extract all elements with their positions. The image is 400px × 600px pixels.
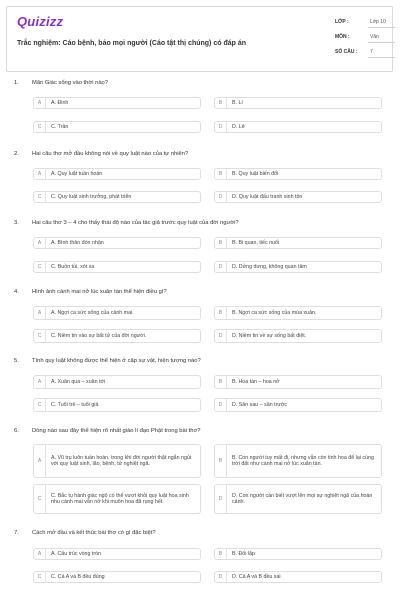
question-7 xyxy=(14,530,390,542)
question-text: Hai câu thơ mở đầu không nói về quy luật nào của tự nhiên? xyxy=(32,151,189,157)
question-header xyxy=(14,80,390,92)
question-header xyxy=(14,220,390,232)
option-text: C. Quy luật sinh trưởng, phát triển xyxy=(51,193,132,200)
option-letter: A xyxy=(34,238,46,248)
quizizz-logo[interactable]: Quizizz xyxy=(17,14,64,29)
option-b[interactable] xyxy=(214,97,382,109)
question-6 xyxy=(14,428,390,440)
option-letter: B xyxy=(215,376,227,388)
option-b[interactable] xyxy=(214,375,382,389)
question-number: 5. xyxy=(14,358,19,364)
option-letter: B xyxy=(215,549,227,559)
option-a[interactable] xyxy=(33,444,201,478)
option-letter: A xyxy=(34,376,46,388)
option-b[interactable] xyxy=(214,168,382,180)
option-d[interactable] xyxy=(214,121,382,133)
option-d[interactable] xyxy=(214,484,382,514)
option-letter: B xyxy=(215,307,227,319)
meta-value: Văn xyxy=(370,34,379,40)
question-number: 7. xyxy=(14,530,19,536)
option-text: B. Con người tuy mất đi, nhưng vẫn còn tinh hoa để lại cùng trời đất như cành mai nở lúc xuân tàn. xyxy=(232,454,374,467)
option-letter: B xyxy=(215,169,227,179)
option-text: C. Niềm tin vào sự bất tử của đời người. xyxy=(51,332,147,339)
option-letter: B xyxy=(215,445,227,477)
question-1 xyxy=(14,80,390,92)
option-text: A. Cấu trúc vòng tròn xyxy=(51,550,102,557)
question-header xyxy=(14,358,390,370)
meta-value: 7 xyxy=(370,49,373,55)
option-letter: D xyxy=(215,572,227,582)
option-letter: A xyxy=(34,98,46,108)
option-text: B. Lí xyxy=(232,99,243,106)
option-a[interactable] xyxy=(33,306,201,320)
option-c[interactable] xyxy=(33,484,201,514)
option-text: B. Đối lập xyxy=(232,550,255,557)
option-text: D. Sân sau – sân trước xyxy=(232,401,288,408)
option-letter: D xyxy=(215,192,227,202)
question-3 xyxy=(14,220,390,232)
option-c[interactable] xyxy=(33,191,201,203)
option-d[interactable] xyxy=(214,191,382,203)
option-c[interactable] xyxy=(33,121,201,133)
option-letter: C xyxy=(34,485,46,513)
option-b[interactable] xyxy=(214,237,382,249)
option-a[interactable] xyxy=(33,97,201,109)
meta-label: SỐ CÂU : xyxy=(335,49,358,55)
question-text: Hai câu thơ 3 – 4 cho thấy thái độ nào của tác giả trước quy luật của đời người? xyxy=(32,220,239,226)
option-text: A. Vũ trụ luôn tuần hoàn, trong khi đời người thật ngắn ngủi với quy luật sinh, lão, bệnh, tử nghiệt ngã. xyxy=(51,454,192,467)
option-b[interactable] xyxy=(214,306,382,320)
question-text: Tính quy luật không được thể hiện ở cặp sự vật, hiện tượng nào? xyxy=(32,358,201,364)
question-number: 2. xyxy=(14,151,19,157)
option-letter: B xyxy=(215,98,227,108)
option-letter: A xyxy=(34,169,46,179)
question-text: Mãn Giác sống vào thời nào? xyxy=(32,80,108,86)
option-text: C. Trần xyxy=(51,123,69,130)
question-5 xyxy=(14,358,390,370)
option-text: D. Lê xyxy=(232,123,245,130)
question-header xyxy=(14,151,390,163)
option-letter: D xyxy=(215,399,227,411)
option-letter: A xyxy=(34,307,46,319)
option-a[interactable] xyxy=(33,375,201,389)
option-text: D. Cả A và B đều sai xyxy=(232,573,281,580)
option-text: D. Quy luật đấu tranh sinh tồn xyxy=(232,193,303,200)
question-number: 3. xyxy=(14,220,19,226)
meta-value: Lớp 10 xyxy=(370,19,386,25)
option-letter: C xyxy=(34,330,46,342)
question-header xyxy=(14,289,390,301)
option-text: A. Quy luật tuần hoàn xyxy=(51,170,103,177)
option-a[interactable] xyxy=(33,168,201,180)
option-a[interactable] xyxy=(33,237,201,249)
question-text: Cách mở đầu và kết thúc bài thơ có gì đặc biệt? xyxy=(32,530,156,536)
option-letter: C xyxy=(34,262,46,272)
question-4 xyxy=(14,289,390,301)
option-letter: B xyxy=(215,238,227,248)
option-text: B. Quy luật biến đổi xyxy=(232,170,279,177)
option-c[interactable] xyxy=(33,398,201,412)
question-text: Hình ảnh cành mai nở lúc xuân tàn thể hiện điều gì? xyxy=(32,289,167,295)
option-c[interactable] xyxy=(33,261,201,273)
question-number: 4. xyxy=(14,289,19,295)
option-text: C. Cả A và B đều đúng xyxy=(51,573,105,580)
option-text: D. Niềm tin về sự sống bất diệt. xyxy=(232,332,307,339)
option-a[interactable] xyxy=(33,548,201,560)
option-letter: D xyxy=(215,485,227,513)
option-text: B. Hoa tàn – hoa nở xyxy=(232,378,280,385)
option-d[interactable] xyxy=(214,329,382,343)
option-letter: D xyxy=(215,330,227,342)
question-header xyxy=(14,530,390,542)
option-text: B. Bi quan, tiếc nuối xyxy=(232,239,280,246)
question-number: 6. xyxy=(14,428,19,434)
option-text: C. Bắc tụ hành giác ngộ có thể vượt khỏi quy luật hoa sinh nhu cành mai vẫn nở khi muôn hoa đã rụng hết. xyxy=(51,492,189,505)
option-letter: C xyxy=(34,399,46,411)
option-letter: C xyxy=(34,572,46,582)
meta-label: MÔN : xyxy=(335,34,350,40)
option-text: A. Đinh xyxy=(51,99,69,106)
option-text: C. Tuổi trẻ – tuổi già xyxy=(51,401,99,408)
question-text: Dòng nào sau đây thể hiện rõ nhất giáo lí đạo Phật trong bài thơ? xyxy=(32,428,201,434)
option-letter: C xyxy=(34,192,46,202)
option-b[interactable] xyxy=(214,444,382,478)
option-text: D. Con người cần biết vượt lên mọi sự nghiệt ngã của hoàn cảnh. xyxy=(232,492,373,505)
option-d[interactable] xyxy=(214,398,382,412)
option-text: B. Ngợi ca sức sống của mùa xuân. xyxy=(232,309,317,316)
option-text: A. Bình thản đón nhận xyxy=(51,239,104,246)
quiz-title: Trắc nghiệm: Cáo bệnh, bảo mọi người (Cáo tật thị chúng) có đáp án xyxy=(17,40,246,47)
question-number: 1. xyxy=(14,80,19,86)
meta-label: LỚP : xyxy=(335,19,349,25)
option-letter: A xyxy=(34,549,46,559)
option-d[interactable] xyxy=(214,261,382,273)
option-text: D. Dửng dưng, không quan tâm xyxy=(232,263,307,270)
option-letter: D xyxy=(215,262,227,272)
option-d[interactable] xyxy=(214,571,382,583)
option-text: A. Xuân qua – xuân tới xyxy=(51,378,106,385)
option-letter: C xyxy=(34,122,46,132)
option-c[interactable] xyxy=(33,571,201,583)
option-letter: D xyxy=(215,122,227,132)
question-header xyxy=(14,428,390,440)
question-2 xyxy=(14,151,390,163)
option-c[interactable] xyxy=(33,329,201,343)
option-letter: A xyxy=(34,445,46,477)
option-text: A. Ngợi ca sức sống của cành mai. xyxy=(51,309,134,316)
option-text: C. Buồn tủi, xót xa xyxy=(51,263,95,270)
option-b[interactable] xyxy=(214,548,382,560)
